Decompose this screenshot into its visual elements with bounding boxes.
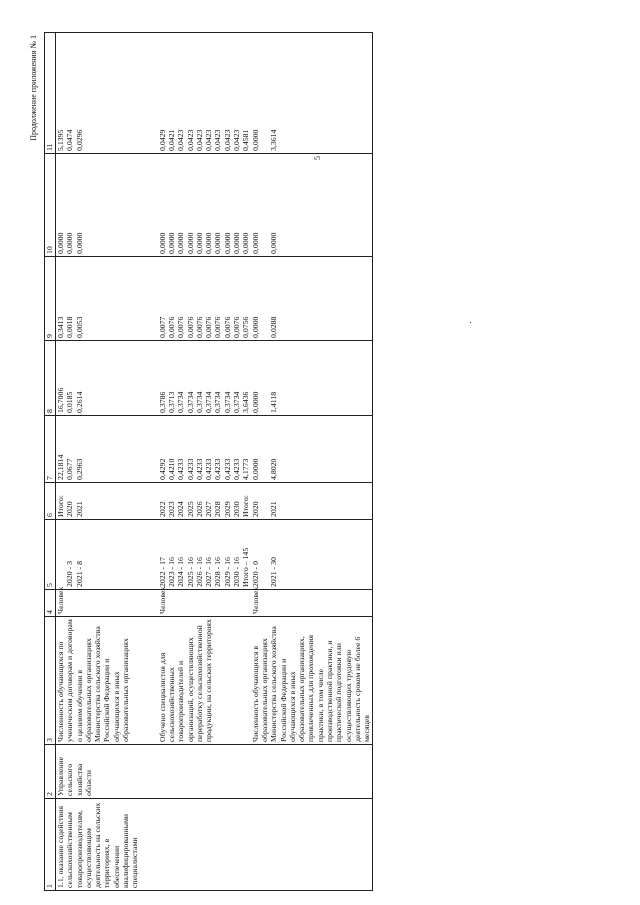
cell-value: 0,0000 bbox=[250, 316, 260, 338]
column-number-row bbox=[45, 33, 56, 891]
appendix-label: Продолжение приложения № 1 bbox=[29, 35, 38, 141]
cell-value: 0,0076 bbox=[213, 316, 223, 338]
cell-value: 0,0000 bbox=[204, 232, 214, 254]
cell-value: 0,3413 bbox=[56, 316, 65, 338]
spacer-row bbox=[140, 33, 158, 891]
cell-value: 0,0000 bbox=[241, 232, 251, 254]
cell-value: 4,8020 bbox=[269, 458, 279, 480]
years bbox=[251, 483, 372, 520]
federal-funding bbox=[251, 341, 372, 416]
cell-value: 0,4233 bbox=[232, 458, 242, 480]
other-funding bbox=[158, 33, 251, 154]
federal-funding bbox=[56, 341, 140, 416]
cell-value bbox=[260, 35, 269, 151]
cell-value: 0,4233 bbox=[204, 458, 214, 480]
cell-value: 0,0423 bbox=[213, 129, 223, 151]
cell-value: 0,0000 bbox=[185, 232, 195, 254]
cell-value: 0,2614 bbox=[74, 391, 84, 413]
cell-value: 0,0756 bbox=[241, 316, 251, 338]
cell-value: 0,0000 bbox=[250, 458, 260, 480]
local-funding bbox=[251, 154, 372, 257]
cell-value: 0,0000 bbox=[213, 232, 223, 254]
cell-value: 0,0000 bbox=[157, 232, 167, 254]
cell-value bbox=[260, 418, 269, 480]
cell-value: 0,2963 bbox=[74, 458, 84, 480]
measure-title bbox=[251, 799, 372, 891]
cell-value: 0,0423 bbox=[232, 129, 242, 151]
measure-title: 1.1. оказание содействия сельскохозяйственным товаропроизводителям, осуществляющим деятельность на сельских территориях, в обеспечении квалифицированными специалистами bbox=[56, 799, 140, 891]
cell-value: 0,0053 bbox=[74, 316, 84, 338]
cell-value: 0,0000 bbox=[232, 232, 242, 254]
cell-value: 2030 - 16 bbox=[232, 557, 242, 587]
cell-value: 2025 bbox=[185, 501, 195, 517]
cell-value: 0,0423 bbox=[204, 129, 214, 151]
cell-value: 0,0076 bbox=[185, 316, 195, 338]
indicator-text: Численность обучающихся по ученическим договорам и договорам о целевом обучении в образовательных организациях Министерства сельского хозяйства Российской Федерации и обучающихся в иных образовательных организациях bbox=[56, 617, 140, 745]
cell-value: 0,0000 bbox=[222, 232, 232, 254]
cell-value: 0,0000 bbox=[250, 129, 260, 151]
total-funding bbox=[56, 416, 140, 483]
cell-value: 0,3734 bbox=[213, 391, 223, 413]
unit: Человек bbox=[158, 590, 251, 617]
cell-value: 2029 bbox=[222, 501, 232, 517]
cell-value: 0,4233 bbox=[213, 458, 223, 480]
cell-value: 0,4210 bbox=[166, 458, 176, 480]
local-funding bbox=[158, 154, 251, 257]
col-header-6: 6 bbox=[45, 483, 56, 520]
executor bbox=[158, 745, 251, 799]
col-header-5: 5 bbox=[45, 520, 56, 590]
program-table bbox=[44, 32, 373, 891]
table-row bbox=[56, 33, 140, 891]
cell-value: 0,3713 bbox=[166, 391, 176, 413]
col-header-8: 8 bbox=[45, 341, 56, 416]
scan-speck bbox=[470, 322, 471, 323]
cell-value: Итого: bbox=[241, 495, 251, 517]
local-funding bbox=[56, 154, 140, 257]
measure-title bbox=[158, 799, 251, 891]
cell-value: 0,0000 bbox=[194, 232, 204, 254]
unit: Человек bbox=[251, 590, 372, 617]
cell-value: 2022 - 17 bbox=[157, 557, 167, 587]
cell-value: 0,0000 bbox=[56, 232, 65, 254]
cell-value: 0,0421 bbox=[166, 129, 176, 151]
cell-value: 0,0076 bbox=[204, 316, 214, 338]
col-header-10: 10 bbox=[45, 154, 56, 257]
cell-value: 0,0076 bbox=[176, 316, 186, 338]
cell-value: 0,0429 bbox=[157, 129, 167, 151]
cell-value: 2023 bbox=[166, 501, 176, 517]
col-header-1: 1 bbox=[45, 799, 56, 891]
cell-value: 0,0076 bbox=[232, 316, 242, 338]
cell-value: 2020 bbox=[65, 501, 75, 517]
cell-value: 0,0076 bbox=[194, 316, 204, 338]
cell-value: 0,0474 bbox=[65, 129, 75, 151]
years bbox=[56, 483, 140, 520]
executor: Управление сельского хозяйства области bbox=[56, 745, 140, 799]
regional-funding bbox=[251, 257, 372, 341]
cell-value: 0,0000 bbox=[250, 391, 260, 413]
cell-value: 5,1395 bbox=[56, 129, 65, 151]
table-row bbox=[251, 33, 372, 891]
cell-value: 2027 - 16 bbox=[204, 557, 214, 587]
cell-value: 2020 - 0 bbox=[250, 561, 260, 587]
cell-value: 2021 bbox=[269, 501, 279, 517]
cell-value: 0,0077 bbox=[157, 316, 167, 338]
cell-value bbox=[56, 522, 65, 587]
cell-value: 2024 - 16 bbox=[176, 557, 186, 587]
cell-value: 0,0423 bbox=[222, 129, 232, 151]
cell-value: 0,3734 bbox=[232, 391, 242, 413]
total-funding bbox=[158, 416, 251, 483]
cell-value: 0,0000 bbox=[166, 232, 176, 254]
cell-value: 2029 - 16 bbox=[222, 557, 232, 587]
col-header-11: 11 bbox=[45, 33, 56, 154]
cell-value: 0,0000 bbox=[65, 232, 75, 254]
cell-value: 0,0000 bbox=[269, 232, 279, 254]
cell-value: 1,4118 bbox=[269, 391, 279, 413]
cell-value: 0,0423 bbox=[185, 129, 195, 151]
cell-value: 0,4581 bbox=[241, 129, 251, 151]
cell-value: 0,4292 bbox=[157, 458, 167, 480]
cell-value: 3,6436 bbox=[241, 391, 251, 413]
cell-value: Итого – 145 bbox=[241, 547, 251, 587]
cell-value bbox=[260, 259, 269, 338]
cell-value: 2028 bbox=[213, 501, 223, 517]
cell-value: 2024 bbox=[176, 501, 186, 517]
cell-value: 2021 bbox=[74, 501, 84, 517]
indicator-text: Численность обучающихся в образовательных организациях Министерства сельского хозяйства Российской Федерации и обучающихся в иных образовательных организациях, привлеченных для прохождения практики, в том числе производственной практики, и практической подготовки или осуществляющих трудовую деятельность сроком не более 6 месяцев bbox=[251, 617, 372, 745]
other-funding bbox=[251, 33, 372, 154]
cell-value: 0,0288 bbox=[269, 316, 279, 338]
cell-value: 0,3734 bbox=[185, 391, 195, 413]
cell-value: 2026 - 16 bbox=[194, 557, 204, 587]
col-header-9: 9 bbox=[45, 257, 56, 341]
target-values bbox=[56, 520, 140, 590]
cell-value: 2020 - 3 bbox=[65, 561, 75, 587]
cell-value: 0,0000 bbox=[74, 232, 84, 254]
cell-value: 0,0423 bbox=[176, 129, 186, 151]
col-header-2: 2 bbox=[45, 745, 56, 799]
cell-value: 0,4233 bbox=[194, 458, 204, 480]
cell-value: 2022 bbox=[157, 501, 167, 517]
cell-value: 16,7006 bbox=[56, 387, 65, 413]
other-funding bbox=[56, 33, 140, 154]
cell-value: 4,1773 bbox=[241, 458, 251, 480]
cell-value bbox=[260, 522, 269, 587]
unit: Человек bbox=[56, 590, 140, 617]
cell-value bbox=[260, 343, 269, 413]
executor bbox=[251, 745, 372, 799]
cell-value: 0,0677 bbox=[65, 458, 75, 480]
regional-funding bbox=[158, 257, 251, 341]
cell-value: 0,0296 bbox=[74, 129, 84, 151]
cell-value: 0,3786 bbox=[157, 391, 167, 413]
cell-value bbox=[260, 156, 269, 254]
table-row bbox=[158, 33, 251, 891]
target-values bbox=[158, 520, 251, 590]
cell-value: 2021 - 8 bbox=[74, 561, 84, 587]
cell-value: 0,0423 bbox=[194, 129, 204, 151]
cell-value: 2026 bbox=[194, 501, 204, 517]
col-header-7: 7 bbox=[45, 416, 56, 483]
cell-value: 3,3614 bbox=[269, 129, 279, 151]
cell-value: 0,4233 bbox=[185, 458, 195, 480]
col-header-3: 3 bbox=[45, 617, 56, 745]
col-header-4: 4 bbox=[45, 590, 56, 617]
cell-value: 0,3734 bbox=[204, 391, 214, 413]
cell-value: 2028 - 16 bbox=[213, 557, 223, 587]
indicator-text: Обучено специалистов для сельскохозяйственных товаропроизводителей и организаций, осуществляющих переработку сельскохозяйственной продукции, на сельских территориях bbox=[158, 617, 251, 745]
cell-value: 0,4233 bbox=[222, 458, 232, 480]
cell-value: 2030 bbox=[232, 501, 242, 517]
regional-funding bbox=[56, 257, 140, 341]
cell-value: 0,3734 bbox=[176, 391, 186, 413]
cell-value: 0,0000 bbox=[250, 232, 260, 254]
cell-value: 2020 bbox=[250, 501, 260, 517]
cell-value: 0,0076 bbox=[222, 316, 232, 338]
cell-value: 2023 - 16 bbox=[166, 557, 176, 587]
cell-value: 0,0000 bbox=[176, 232, 186, 254]
federal-funding bbox=[158, 341, 251, 416]
cell-value: Итого: bbox=[56, 495, 65, 517]
years bbox=[158, 483, 251, 520]
cell-value: 0,0018 bbox=[65, 316, 75, 338]
target-values bbox=[251, 520, 372, 590]
rotated-page bbox=[29, 33, 640, 891]
cell-value: 0,4233 bbox=[176, 458, 186, 480]
cell-value: 0,0076 bbox=[166, 316, 176, 338]
total-funding bbox=[251, 416, 372, 483]
cell-value: 0,0185 bbox=[65, 391, 75, 413]
cell-value: 0,3734 bbox=[222, 391, 232, 413]
cell-value bbox=[260, 485, 269, 517]
cell-value: 2025 - 16 bbox=[185, 557, 195, 587]
page-number: 5 bbox=[313, 156, 322, 160]
cell-value: 2021 - 30 bbox=[269, 557, 279, 587]
cell-value: 0,3734 bbox=[194, 391, 204, 413]
cell-value: 22,1814 bbox=[56, 454, 65, 480]
cell-value: 2027 bbox=[204, 501, 214, 517]
